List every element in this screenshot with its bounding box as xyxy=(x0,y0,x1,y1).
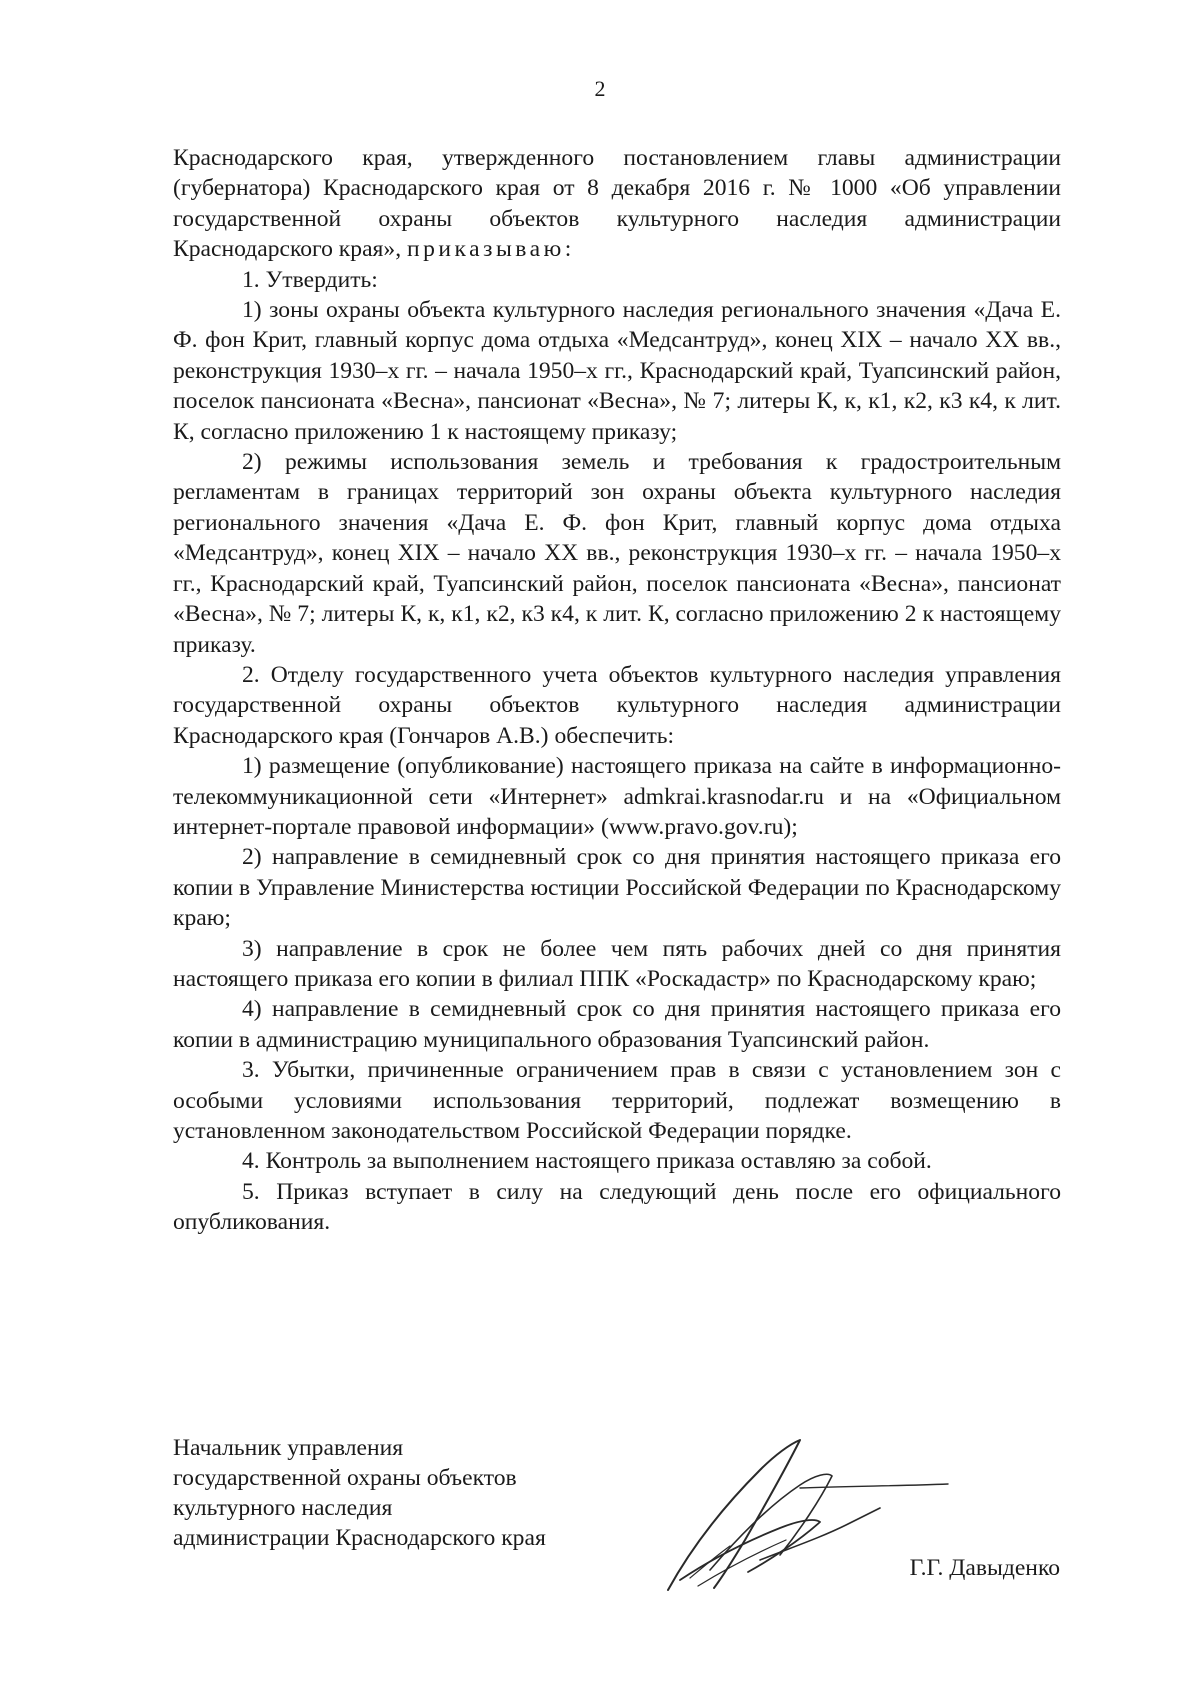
handwritten-signature-icon xyxy=(650,1430,950,1600)
paragraph-3: 3. Убытки, причиненные ограничением прав в связи с установлением зон с особыми условиями использования территорий, подлежат возмещению в установленном законодательством Российской Федерации порядке. xyxy=(173,1057,1061,1144)
order-word: приказываю: xyxy=(407,236,575,263)
paragraph-2: 2. Отделу государственного учета объектов культурного наследия управления государственной охраны объектов культурного наследия администрации Краснодарского края (Гончаров А.В.) обеспечить: xyxy=(173,661,1061,749)
signatory-position xyxy=(173,1433,546,1553)
intro-paragraph xyxy=(173,143,1061,265)
paragraph-1: 1. Утвердить: xyxy=(242,266,378,293)
signatory-name: Г.Г. Давыденко xyxy=(909,1555,1060,1581)
paragraph-2-2: 2) направление в семидневный срок со дня принятия настоящего приказа его копии в Управление Министерства юстиции Российской Федерации по Краснодарскому краю; xyxy=(173,844,1061,932)
position-line-1: Начальник управления xyxy=(173,1435,404,1461)
paragraph-1-2: 2) режимы использования земель и требования к градостроительным регламентам в границах территорий зон охраны объекта культурного наследия регионального значения «Дача Е. Ф. фон Крит, главный корпус дома отдыха «Медсантруд», конец XIX – начало XX вв., реконструкция 1930–х гг. – начала 1950–х гг., Краснодарский край, Туапсинский район, поселок пансионата «Весна», пансионат «Весна», № 7; литеры К, к, к1, к2, к3 к4, к лит. К, согласно приложению 2 к настоящему приказу. xyxy=(173,449,1061,658)
paragraph-4: 4. Контроль за выполнением настоящего приказа оставляю за собой. xyxy=(242,1148,932,1175)
paragraph-2-4: 4) направление в семидневный срок со дня принятия настоящего приказа его копии в администрацию муниципального образования Туапсинский район. xyxy=(173,996,1061,1053)
position-line-3: культурного наследия xyxy=(173,1495,393,1521)
intro-text: Краснодарского края, утвержденного постановлением главы администрации (губернатора) Краснодарского края от 8 декабря 2016 г. № 1000 «Об управлении государственной охраны объектов культурного наследия администрации Краснодарского края», xyxy=(173,145,1061,263)
paragraph-2-3: 3) направление в срок не более чем пять рабочих дней со дня принятия настоящего приказа его копии в филиал ППК «Роскадастр» по Краснодарскому краю; xyxy=(173,935,1061,992)
page-number: 2 xyxy=(594,76,606,101)
position-line-2: государственной охраны объектов xyxy=(173,1465,517,1491)
paragraph-5: 5. Приказ вступает в силу на следующий день после его официального опубликования. xyxy=(173,1178,1061,1236)
paragraph-1-1: 1) зоны охраны объекта культурного наследия регионального значения «Дача Е. Ф. фон Крит, главный корпус дома отдыха «Медсантруд», конец XIX – начало XX вв., реконструкция 1930–х гг. – начала 1950–х гг., Краснодарский край, Туапсинский район, поселок пансионата «Весна», пансионат «Весна», № 7; литеры К, к, к1, к2, к3 к4, к лит. К, согласно приложению 1 к настоящему приказу; xyxy=(173,297,1061,445)
position-line-4: администрации Краснодарского края xyxy=(173,1525,546,1551)
document-body xyxy=(173,143,1061,1238)
paragraph-2-1: 1) размещение (опубликование) настоящего приказа на сайте в информационно-телекоммуникационной сети «Интернет» admkrai.krasnodar.ru и на «Официальном интернет-портале правовой информации» (www.pravo.gov.ru); xyxy=(173,753,1061,840)
